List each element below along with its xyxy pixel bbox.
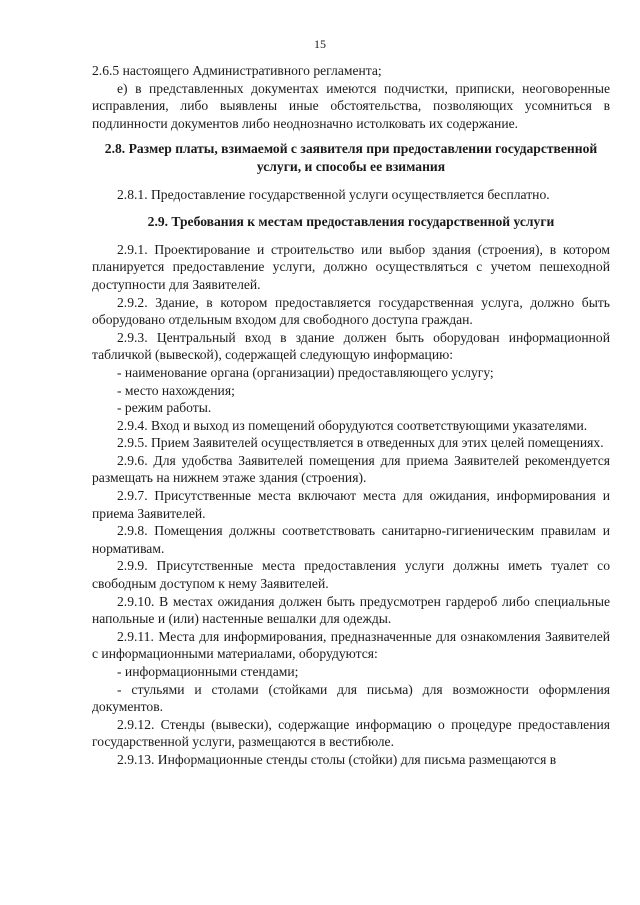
list-item: - информационными стендами; (117, 664, 299, 679)
paragraph: 2.9.9. Присутственные места предоставления услуги должны иметь туалет со свободным доступом к нему Заявителей. (92, 558, 610, 592)
paragraph: 2.9.1. Проектирование и строительство или выбор здания (строения), в котором планируется предоставление услуги, должно осуществляться с учетом пешеходной доступности для Заявителей. (92, 241, 610, 292)
paragraph: 2.9.12. Стенды (вывески), содержащие информацию о процедуре предоставления государственной услуги, размещаются в вестибюле. (92, 716, 610, 750)
paragraph: 2.9.11. Места для информирования, предназначенные для ознакомления Заявителей с информационными материалами, оборудуются: (92, 628, 610, 662)
paragraph: е) в представленных документах имеются подчистки, приписки, неоговоренные исправления, либо выявлены иные обстоятельства, позволяющих усомниться в подлинности документов либо неоднозначно истолковать их содержание. (92, 80, 610, 131)
paragraph: 2.9.10. В местах ожидания должен быть предусмотрен гардероб либо специальные напольные и (или) настенные вешалки для одежды. (92, 593, 610, 627)
paragraph: 2.9.3. Центральный вход в здание должен быть оборудован информационной табличкой (вывеской), содержащей следующую информацию: (92, 329, 610, 363)
section-heading-2-8: 2.8. Размер платы, взимаемой с заявителя при предоставлении государственной услуги, и способы ее взимания (104, 141, 598, 174)
list-item: - место нахождения; (117, 382, 235, 398)
page-number: 15 (314, 37, 326, 51)
paragraph: 2.9.2. Здание, в котором предоставляется государственная услуга, должно быть оборудовано отдельным входом для свободного доступа граждан. (92, 294, 610, 328)
section-heading-2-9: 2.9. Требования к местам предоставления государственной услуги (147, 214, 555, 230)
paragraph: 2.9.8. Помещения должны соответствовать санитарно-гигиеническим правилам и нормативам. (92, 523, 610, 556)
list-item: - наименование органа (организации) предоставляющего услугу; (117, 364, 494, 380)
paragraph: 2.8.1. Предоставление государственной услуги осуществляется бесплатно. (117, 186, 550, 202)
list-item: - режим работы. (117, 400, 212, 416)
document-body (92, 62, 610, 769)
list-item: - стульями и столами (стойками для письма) для возможности оформления документов. (92, 681, 610, 715)
paragraph: 2.9.5. Прием Заявителей осуществляется в отведенных для этих целей помещениях. (117, 435, 604, 451)
paragraph: 2.9.13. Информационные стенды столы (стойки) для письма размещаются в (117, 751, 557, 767)
paragraph: 2.9.7. Присутственные места включают места для ожидания, информирования и приема Заявителей. (92, 488, 610, 521)
paragraph: 2.9.4. Вход и выход из помещений оборудуются соответствующими указателями. (117, 417, 588, 433)
paragraph: 2.9.6. Для удобства Заявителей помещения для приема Заявителей рекомендуется размещать на нижнем этаже здания (строения). (92, 452, 610, 486)
paragraph: 2.6.5 настоящего Административного регламента; (92, 63, 382, 78)
